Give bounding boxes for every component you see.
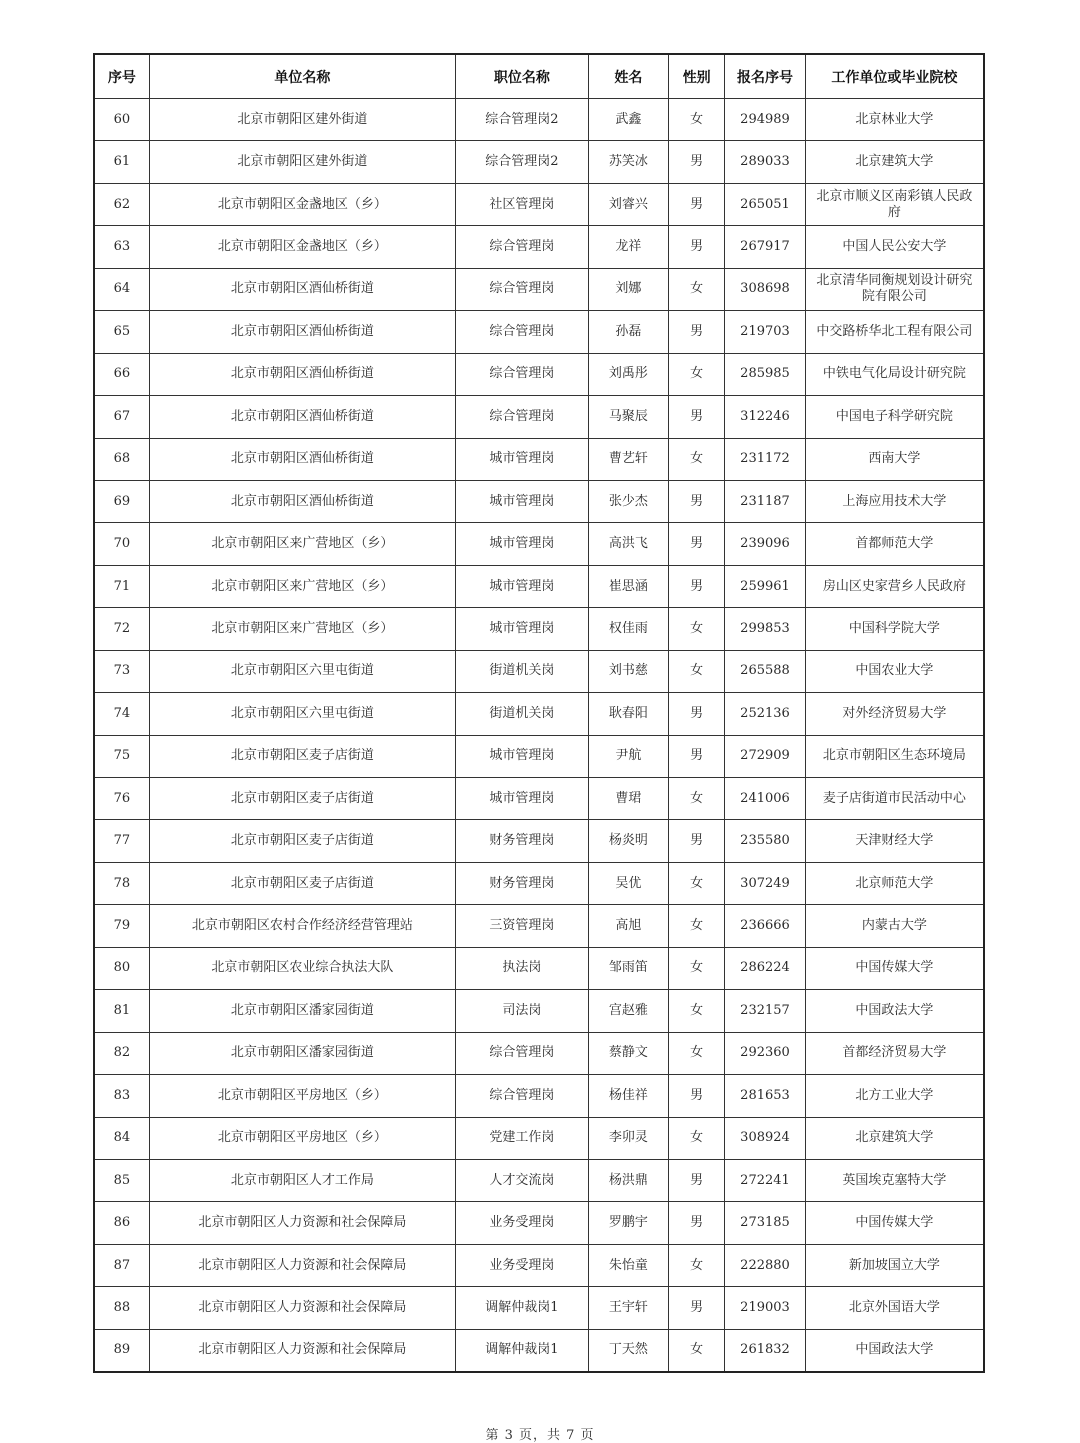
serial-cell: 85 bbox=[94, 1159, 149, 1201]
gender-cell: 男 bbox=[669, 1075, 725, 1117]
gender-cell: 男 bbox=[669, 735, 725, 777]
position-cell: 综合管理岗 bbox=[456, 1032, 589, 1074]
serial-cell: 87 bbox=[94, 1244, 149, 1286]
table-row bbox=[94, 565, 984, 607]
serial-cell: 63 bbox=[94, 226, 149, 268]
gender-cell: 女 bbox=[669, 438, 725, 480]
unit-cell: 北京市朝阳区来广营地区（乡） bbox=[149, 608, 455, 650]
school-cell: 北京林业大学 bbox=[805, 99, 984, 141]
table-row bbox=[94, 1075, 984, 1117]
position-cell: 综合管理岗2 bbox=[456, 99, 589, 141]
unit-cell: 北京市朝阳区建外街道 bbox=[149, 99, 455, 141]
gender-cell: 女 bbox=[669, 1117, 725, 1159]
name-cell: 刘睿兴 bbox=[588, 183, 668, 225]
serial-cell: 80 bbox=[94, 947, 149, 989]
results-table-container bbox=[93, 53, 985, 1373]
unit-cell: 北京市朝阳区农村合作经济经营管理站 bbox=[149, 905, 455, 947]
position-cell: 业务受理岗 bbox=[456, 1202, 589, 1244]
school-cell: 内蒙古大学 bbox=[805, 905, 984, 947]
school-cell: 中铁电气化局设计研究院 bbox=[805, 353, 984, 395]
table-row bbox=[94, 1244, 984, 1286]
name-cell: 孙磊 bbox=[588, 311, 668, 353]
unit-cell: 北京市朝阳区人力资源和社会保障局 bbox=[149, 1244, 455, 1286]
registration-cell: 231187 bbox=[725, 480, 805, 522]
gender-cell: 男 bbox=[669, 693, 725, 735]
serial-cell: 77 bbox=[94, 820, 149, 862]
gender-cell: 男 bbox=[669, 820, 725, 862]
gender-cell: 男 bbox=[669, 1287, 725, 1329]
serial-cell: 61 bbox=[94, 141, 149, 183]
name-cell: 王宇轩 bbox=[588, 1287, 668, 1329]
registration-cell: 219003 bbox=[725, 1287, 805, 1329]
name-cell: 宫赵雅 bbox=[588, 990, 668, 1032]
school-cell: 中国科学院大学 bbox=[805, 608, 984, 650]
position-cell: 城市管理岗 bbox=[456, 735, 589, 777]
table-row bbox=[94, 311, 984, 353]
header-unit-name: 单位名称 bbox=[149, 54, 455, 99]
serial-cell: 68 bbox=[94, 438, 149, 480]
table-row bbox=[94, 905, 984, 947]
registration-cell: 219703 bbox=[725, 311, 805, 353]
serial-cell: 78 bbox=[94, 862, 149, 904]
unit-cell: 北京市朝阳区来广营地区（乡） bbox=[149, 523, 455, 565]
serial-cell: 65 bbox=[94, 311, 149, 353]
registration-cell: 285985 bbox=[725, 353, 805, 395]
position-cell: 城市管理岗 bbox=[456, 480, 589, 522]
header-person-name: 姓名 bbox=[588, 54, 668, 99]
gender-cell: 女 bbox=[669, 990, 725, 1032]
registration-cell: 312246 bbox=[725, 396, 805, 438]
registration-cell: 222880 bbox=[725, 1244, 805, 1286]
gender-cell: 女 bbox=[669, 862, 725, 904]
name-cell: 刘娜 bbox=[588, 268, 668, 310]
unit-cell: 北京市朝阳区人力资源和社会保障局 bbox=[149, 1329, 455, 1372]
unit-cell: 北京市朝阳区人力资源和社会保障局 bbox=[149, 1202, 455, 1244]
registration-cell: 273185 bbox=[725, 1202, 805, 1244]
table-row bbox=[94, 183, 984, 225]
school-cell: 北京外国语大学 bbox=[805, 1287, 984, 1329]
table-row bbox=[94, 226, 984, 268]
unit-cell: 北京市朝阳区酒仙桥街道 bbox=[149, 396, 455, 438]
position-cell: 人才交流岗 bbox=[456, 1159, 589, 1201]
registration-cell: 286224 bbox=[725, 947, 805, 989]
table-row bbox=[94, 353, 984, 395]
table-row bbox=[94, 1159, 984, 1201]
gender-cell: 男 bbox=[669, 1159, 725, 1201]
name-cell: 高旭 bbox=[588, 905, 668, 947]
position-cell: 综合管理岗 bbox=[456, 311, 589, 353]
table-row bbox=[94, 438, 984, 480]
position-cell: 综合管理岗 bbox=[456, 268, 589, 310]
position-cell: 财务管理岗 bbox=[456, 862, 589, 904]
table-row bbox=[94, 523, 984, 565]
school-cell: 中国农业大学 bbox=[805, 650, 984, 692]
table-row bbox=[94, 141, 984, 183]
registration-cell: 299853 bbox=[725, 608, 805, 650]
serial-cell: 75 bbox=[94, 735, 149, 777]
school-cell: 中国传媒大学 bbox=[805, 947, 984, 989]
table-row bbox=[94, 778, 984, 820]
name-cell: 曹艺轩 bbox=[588, 438, 668, 480]
position-cell: 调解仲裁岗1 bbox=[456, 1287, 589, 1329]
registration-cell: 239096 bbox=[725, 523, 805, 565]
position-cell: 城市管理岗 bbox=[456, 523, 589, 565]
table-row bbox=[94, 1202, 984, 1244]
table-body bbox=[94, 99, 984, 1373]
unit-cell: 北京市朝阳区麦子店街道 bbox=[149, 862, 455, 904]
gender-cell: 男 bbox=[669, 480, 725, 522]
serial-cell: 69 bbox=[94, 480, 149, 522]
gender-cell: 女 bbox=[669, 905, 725, 947]
position-cell: 综合管理岗 bbox=[456, 226, 589, 268]
table-row bbox=[94, 480, 984, 522]
name-cell: 邹雨笛 bbox=[588, 947, 668, 989]
school-cell: 英国埃克塞特大学 bbox=[805, 1159, 984, 1201]
unit-cell: 北京市朝阳区来广营地区（乡） bbox=[149, 565, 455, 607]
registration-cell: 289033 bbox=[725, 141, 805, 183]
school-cell: 北京市顺义区南彩镇人民政府 bbox=[805, 183, 984, 225]
position-cell: 业务受理岗 bbox=[456, 1244, 589, 1286]
gender-cell: 女 bbox=[669, 947, 725, 989]
table-row bbox=[94, 693, 984, 735]
serial-cell: 84 bbox=[94, 1117, 149, 1159]
school-cell: 中国传媒大学 bbox=[805, 1202, 984, 1244]
school-cell: 西南大学 bbox=[805, 438, 984, 480]
gender-cell: 男 bbox=[669, 141, 725, 183]
name-cell: 尹航 bbox=[588, 735, 668, 777]
registration-cell: 232157 bbox=[725, 990, 805, 1032]
unit-cell: 北京市朝阳区平房地区（乡） bbox=[149, 1075, 455, 1117]
serial-cell: 83 bbox=[94, 1075, 149, 1117]
registration-cell: 292360 bbox=[725, 1032, 805, 1074]
position-cell: 综合管理岗 bbox=[456, 353, 589, 395]
registration-cell: 267917 bbox=[725, 226, 805, 268]
table-row bbox=[94, 396, 984, 438]
serial-cell: 67 bbox=[94, 396, 149, 438]
registration-cell: 231172 bbox=[725, 438, 805, 480]
name-cell: 刘禹彤 bbox=[588, 353, 668, 395]
header-serial-number: 序号 bbox=[94, 54, 149, 99]
school-cell: 对外经济贸易大学 bbox=[805, 693, 984, 735]
name-cell: 朱怡童 bbox=[588, 1244, 668, 1286]
school-cell: 上海应用技术大学 bbox=[805, 480, 984, 522]
gender-cell: 女 bbox=[669, 1244, 725, 1286]
table-row bbox=[94, 862, 984, 904]
position-cell: 执法岗 bbox=[456, 947, 589, 989]
position-cell: 党建工作岗 bbox=[456, 1117, 589, 1159]
position-cell: 街道机关岗 bbox=[456, 693, 589, 735]
name-cell: 罗鹏宇 bbox=[588, 1202, 668, 1244]
school-cell: 北方工业大学 bbox=[805, 1075, 984, 1117]
serial-cell: 72 bbox=[94, 608, 149, 650]
gender-cell: 女 bbox=[669, 778, 725, 820]
table-row bbox=[94, 99, 984, 141]
name-cell: 蔡静文 bbox=[588, 1032, 668, 1074]
school-cell: 中国政法大学 bbox=[805, 990, 984, 1032]
school-cell: 北京清华同衡规划设计研究院有限公司 bbox=[805, 268, 984, 310]
position-cell: 三资管理岗 bbox=[456, 905, 589, 947]
serial-cell: 86 bbox=[94, 1202, 149, 1244]
unit-cell: 北京市朝阳区平房地区（乡） bbox=[149, 1117, 455, 1159]
unit-cell: 北京市朝阳区金盏地区（乡） bbox=[149, 183, 455, 225]
serial-cell: 62 bbox=[94, 183, 149, 225]
name-cell: 龙祥 bbox=[588, 226, 668, 268]
school-cell: 中国人民公安大学 bbox=[805, 226, 984, 268]
unit-cell: 北京市朝阳区建外街道 bbox=[149, 141, 455, 183]
position-cell: 城市管理岗 bbox=[456, 608, 589, 650]
registration-cell: 259961 bbox=[725, 565, 805, 607]
school-cell: 首都经济贸易大学 bbox=[805, 1032, 984, 1074]
gender-cell: 女 bbox=[669, 608, 725, 650]
gender-cell: 男 bbox=[669, 565, 725, 607]
unit-cell: 北京市朝阳区麦子店街道 bbox=[149, 778, 455, 820]
serial-cell: 82 bbox=[94, 1032, 149, 1074]
gender-cell: 男 bbox=[669, 1202, 725, 1244]
gender-cell: 女 bbox=[669, 1329, 725, 1372]
serial-cell: 70 bbox=[94, 523, 149, 565]
name-cell: 丁天然 bbox=[588, 1329, 668, 1372]
table-row bbox=[94, 735, 984, 777]
school-cell: 天津财经大学 bbox=[805, 820, 984, 862]
table-row bbox=[94, 268, 984, 310]
registration-cell: 241006 bbox=[725, 778, 805, 820]
name-cell: 杨炎明 bbox=[588, 820, 668, 862]
school-cell: 中国政法大学 bbox=[805, 1329, 984, 1372]
unit-cell: 北京市朝阳区酒仙桥街道 bbox=[149, 311, 455, 353]
name-cell: 张少杰 bbox=[588, 480, 668, 522]
registration-cell: 307249 bbox=[725, 862, 805, 904]
name-cell: 杨佳祥 bbox=[588, 1075, 668, 1117]
position-cell: 司法岗 bbox=[456, 990, 589, 1032]
table-row bbox=[94, 608, 984, 650]
table-row bbox=[94, 650, 984, 692]
serial-cell: 71 bbox=[94, 565, 149, 607]
unit-cell: 北京市朝阳区农业综合执法大队 bbox=[149, 947, 455, 989]
registration-cell: 308698 bbox=[725, 268, 805, 310]
header-workplace-or-school: 工作单位或毕业院校 bbox=[805, 54, 984, 99]
position-cell: 街道机关岗 bbox=[456, 650, 589, 692]
unit-cell: 北京市朝阳区六里屯街道 bbox=[149, 650, 455, 692]
registration-cell: 252136 bbox=[725, 693, 805, 735]
school-cell: 北京建筑大学 bbox=[805, 141, 984, 183]
school-cell: 北京市朝阳区生态环境局 bbox=[805, 735, 984, 777]
gender-cell: 男 bbox=[669, 311, 725, 353]
unit-cell: 北京市朝阳区酒仙桥街道 bbox=[149, 438, 455, 480]
serial-cell: 64 bbox=[94, 268, 149, 310]
registration-cell: 281653 bbox=[725, 1075, 805, 1117]
table-row bbox=[94, 990, 984, 1032]
name-cell: 杨洪鼎 bbox=[588, 1159, 668, 1201]
name-cell: 刘书慈 bbox=[588, 650, 668, 692]
registration-cell: 235580 bbox=[725, 820, 805, 862]
registration-cell: 265588 bbox=[725, 650, 805, 692]
unit-cell: 北京市朝阳区麦子店街道 bbox=[149, 735, 455, 777]
gender-cell: 男 bbox=[669, 396, 725, 438]
registration-cell: 236666 bbox=[725, 905, 805, 947]
unit-cell: 北京市朝阳区六里屯街道 bbox=[149, 693, 455, 735]
gender-cell: 女 bbox=[669, 650, 725, 692]
unit-cell: 北京市朝阳区人才工作局 bbox=[149, 1159, 455, 1201]
unit-cell: 北京市朝阳区人力资源和社会保障局 bbox=[149, 1287, 455, 1329]
unit-cell: 北京市朝阳区潘家园街道 bbox=[149, 1032, 455, 1074]
gender-cell: 男 bbox=[669, 183, 725, 225]
registration-cell: 261832 bbox=[725, 1329, 805, 1372]
gender-cell: 女 bbox=[669, 1032, 725, 1074]
registration-cell: 272909 bbox=[725, 735, 805, 777]
serial-cell: 60 bbox=[94, 99, 149, 141]
name-cell: 武鑫 bbox=[588, 99, 668, 141]
serial-cell: 66 bbox=[94, 353, 149, 395]
gender-cell: 男 bbox=[669, 226, 725, 268]
name-cell: 吴优 bbox=[588, 862, 668, 904]
serial-cell: 74 bbox=[94, 693, 149, 735]
position-cell: 调解仲裁岗1 bbox=[456, 1329, 589, 1372]
serial-cell: 79 bbox=[94, 905, 149, 947]
table-header-row bbox=[94, 54, 984, 99]
position-cell: 城市管理岗 bbox=[456, 778, 589, 820]
unit-cell: 北京市朝阳区酒仙桥街道 bbox=[149, 480, 455, 522]
unit-cell: 北京市朝阳区麦子店街道 bbox=[149, 820, 455, 862]
position-cell: 综合管理岗2 bbox=[456, 141, 589, 183]
table-row bbox=[94, 1117, 984, 1159]
name-cell: 权佳雨 bbox=[588, 608, 668, 650]
unit-cell: 北京市朝阳区酒仙桥街道 bbox=[149, 268, 455, 310]
school-cell: 北京师范大学 bbox=[805, 862, 984, 904]
gender-cell: 女 bbox=[669, 268, 725, 310]
name-cell: 高洪飞 bbox=[588, 523, 668, 565]
serial-cell: 88 bbox=[94, 1287, 149, 1329]
header-registration-number: 报名序号 bbox=[725, 54, 805, 99]
header-position-name: 职位名称 bbox=[456, 54, 589, 99]
registration-cell: 308924 bbox=[725, 1117, 805, 1159]
results-table bbox=[93, 53, 985, 1373]
name-cell: 曹珺 bbox=[588, 778, 668, 820]
unit-cell: 北京市朝阳区潘家园街道 bbox=[149, 990, 455, 1032]
page-footer: 第 3 页，共 7 页 bbox=[485, 1428, 595, 1443]
gender-cell: 女 bbox=[669, 99, 725, 141]
name-cell: 马聚辰 bbox=[588, 396, 668, 438]
serial-cell: 73 bbox=[94, 650, 149, 692]
registration-cell: 294989 bbox=[725, 99, 805, 141]
name-cell: 崔思涵 bbox=[588, 565, 668, 607]
gender-cell: 男 bbox=[669, 523, 725, 565]
school-cell: 房山区史家营乡人民政府 bbox=[805, 565, 984, 607]
position-cell: 综合管理岗 bbox=[456, 396, 589, 438]
position-cell: 财务管理岗 bbox=[456, 820, 589, 862]
name-cell: 李卯灵 bbox=[588, 1117, 668, 1159]
table-row bbox=[94, 1032, 984, 1074]
registration-cell: 272241 bbox=[725, 1159, 805, 1201]
school-cell: 首都师范大学 bbox=[805, 523, 984, 565]
unit-cell: 北京市朝阳区酒仙桥街道 bbox=[149, 353, 455, 395]
table-row bbox=[94, 820, 984, 862]
serial-cell: 81 bbox=[94, 990, 149, 1032]
serial-cell: 76 bbox=[94, 778, 149, 820]
position-cell: 社区管理岗 bbox=[456, 183, 589, 225]
table-row bbox=[94, 947, 984, 989]
gender-cell: 女 bbox=[669, 353, 725, 395]
school-cell: 麦子店街道市民活动中心 bbox=[805, 778, 984, 820]
name-cell: 苏笑冰 bbox=[588, 141, 668, 183]
school-cell: 北京建筑大学 bbox=[805, 1117, 984, 1159]
registration-cell: 265051 bbox=[725, 183, 805, 225]
name-cell: 耿春阳 bbox=[588, 693, 668, 735]
school-cell: 新加坡国立大学 bbox=[805, 1244, 984, 1286]
position-cell: 综合管理岗 bbox=[456, 1075, 589, 1117]
unit-cell: 北京市朝阳区金盏地区（乡） bbox=[149, 226, 455, 268]
school-cell: 中国电子科学研究院 bbox=[805, 396, 984, 438]
position-cell: 城市管理岗 bbox=[456, 565, 589, 607]
table-row bbox=[94, 1287, 984, 1329]
table-row bbox=[94, 1329, 984, 1372]
position-cell: 城市管理岗 bbox=[456, 438, 589, 480]
school-cell: 中交路桥华北工程有限公司 bbox=[805, 311, 984, 353]
header-gender: 性别 bbox=[669, 54, 725, 99]
serial-cell: 89 bbox=[94, 1329, 149, 1372]
